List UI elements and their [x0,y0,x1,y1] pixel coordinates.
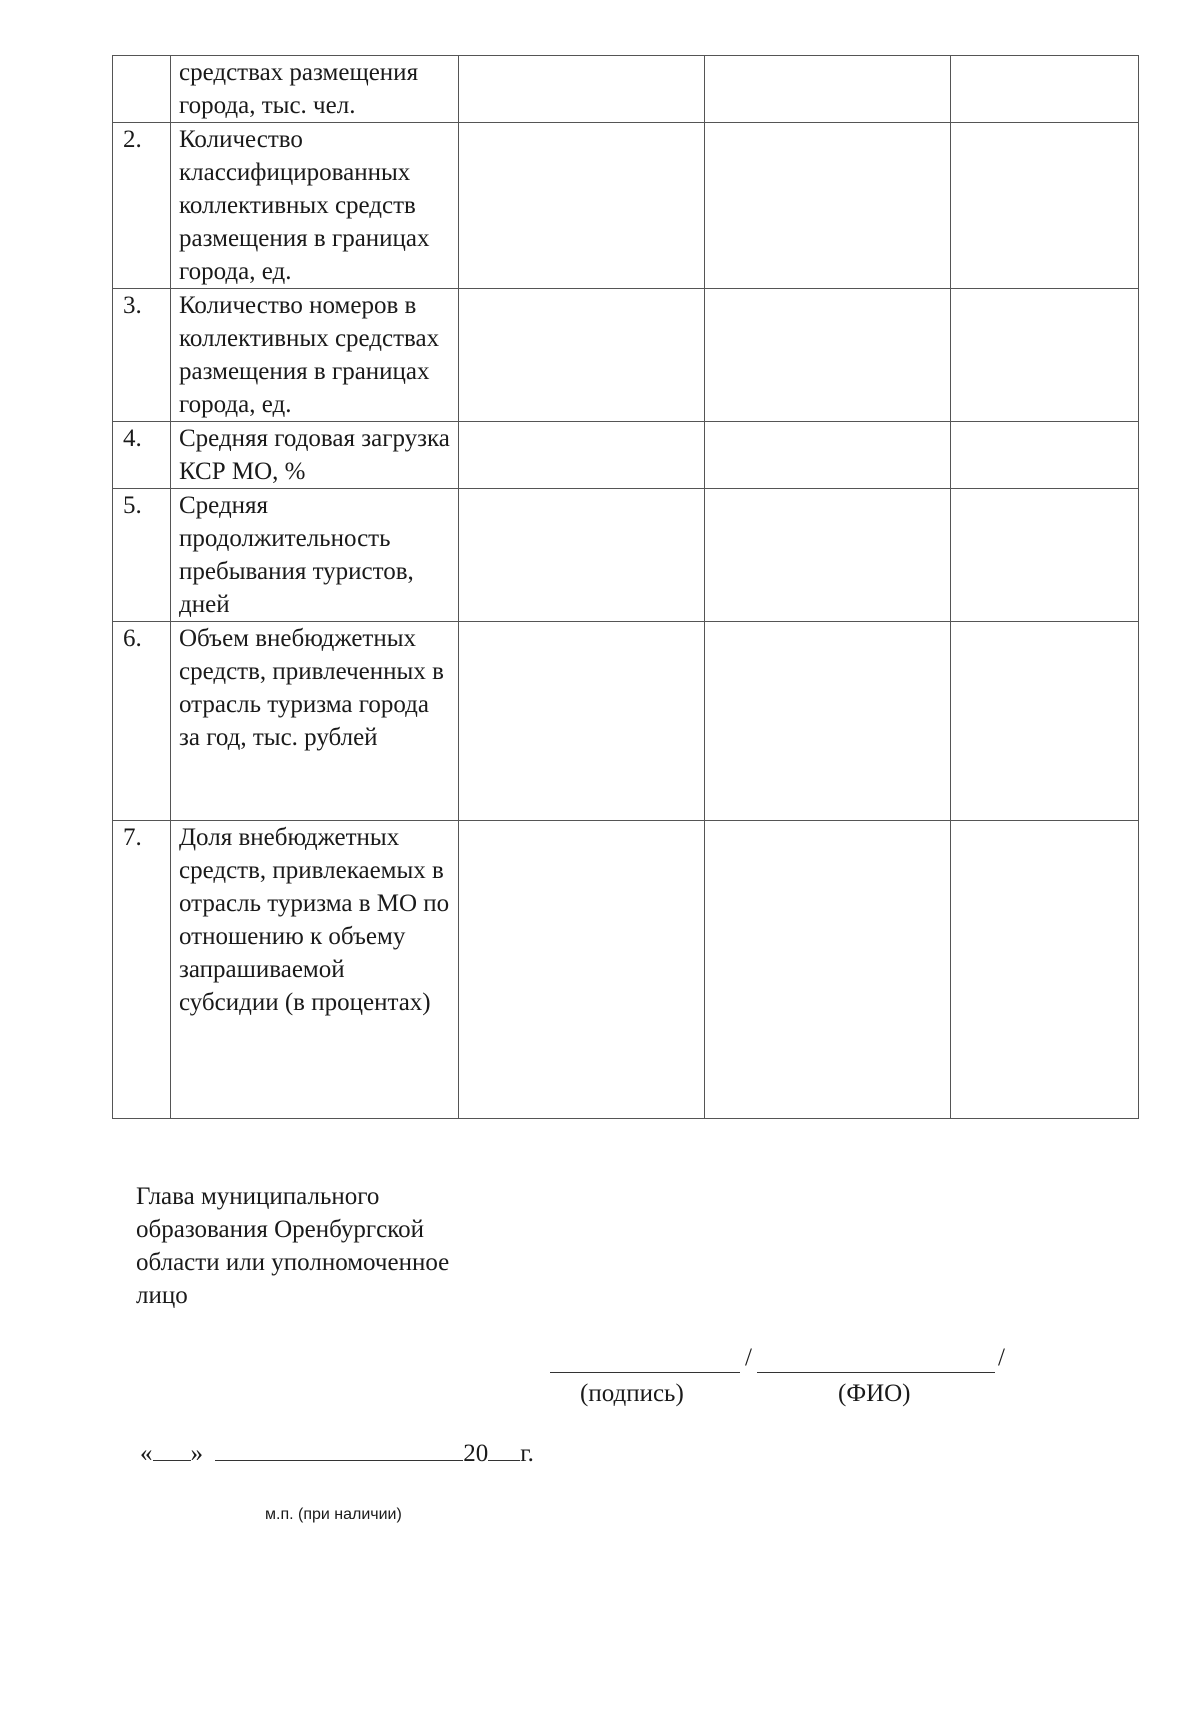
value-cell [705,123,951,289]
row-number: 4. [113,422,171,489]
table-row [113,821,1139,1119]
value-cell [459,821,705,1119]
value-cell [459,489,705,622]
name-slash: / [998,1344,1005,1371]
value-cell [705,489,951,622]
indicator-name: Средняя продолжительность пребывания туристов, дней [171,489,459,622]
row-number [113,56,171,123]
row-number: 2. [113,123,171,289]
value-cell [459,56,705,123]
row-number: 3. [113,289,171,422]
date-row [140,1440,534,1468]
indicator-name: Доля внебюджетных средств, привлекаемых в отрасль туризма в МО по отношению к объему запрашиваемой субсидии (в процентах) [171,821,459,1119]
table-row [113,622,1139,821]
value-cell [951,489,1139,622]
table-row [113,56,1139,123]
value-cell [705,622,951,821]
signature-slash: / [745,1344,752,1371]
value-cell [459,622,705,821]
name-caption: (ФИО) [838,1380,911,1407]
row-number: 6. [113,622,171,821]
signature-caption: (подпись) [580,1380,684,1407]
indicator-name: средствах размещения города, тыс. чел. [171,56,459,123]
signature-line [550,1372,740,1373]
indicator-name: Количество номеров в коллективных средствах размещения в границах города, ед. [171,289,459,422]
name-line [757,1372,995,1373]
year-prefix: 20 [463,1440,489,1467]
indicator-name: Средняя годовая загрузка КСР МО, % [171,422,459,489]
value-cell [705,422,951,489]
row-number: 7. [113,821,171,1119]
date-close-quote: » [190,1440,203,1467]
month-blank [215,1460,463,1461]
value-cell [951,422,1139,489]
indicator-name: Объем внебюджетных средств, привлеченных в отрасль туризма города за год, тыс. рублей [171,622,459,821]
value-cell [459,289,705,422]
day-blank [153,1460,191,1461]
year-blank [488,1460,520,1461]
value-cell [705,821,951,1119]
signer-title: Глава муниципального образования Оренбургской области или уполномоченное лицо [136,1183,450,1309]
value-cell [459,422,705,489]
value-cell [951,821,1139,1119]
value-cell [705,289,951,422]
row-number: 5. [113,489,171,622]
table-row [113,123,1139,289]
year-suffix: г. [520,1440,534,1467]
value-cell [951,622,1139,821]
indicators-table [112,55,1139,1119]
value-cell [459,123,705,289]
table-row [113,489,1139,622]
table-row [113,289,1139,422]
table-row [113,422,1139,489]
value-cell [951,123,1139,289]
indicator-name: Количество классифицированных коллективных средств размещения в границах города, ед. [171,123,459,289]
value-cell [705,56,951,123]
date-open-quote: « [140,1440,153,1467]
value-cell [951,289,1139,422]
stamp-note: м.п. (при наличии) [265,1506,402,1523]
value-cell [951,56,1139,123]
